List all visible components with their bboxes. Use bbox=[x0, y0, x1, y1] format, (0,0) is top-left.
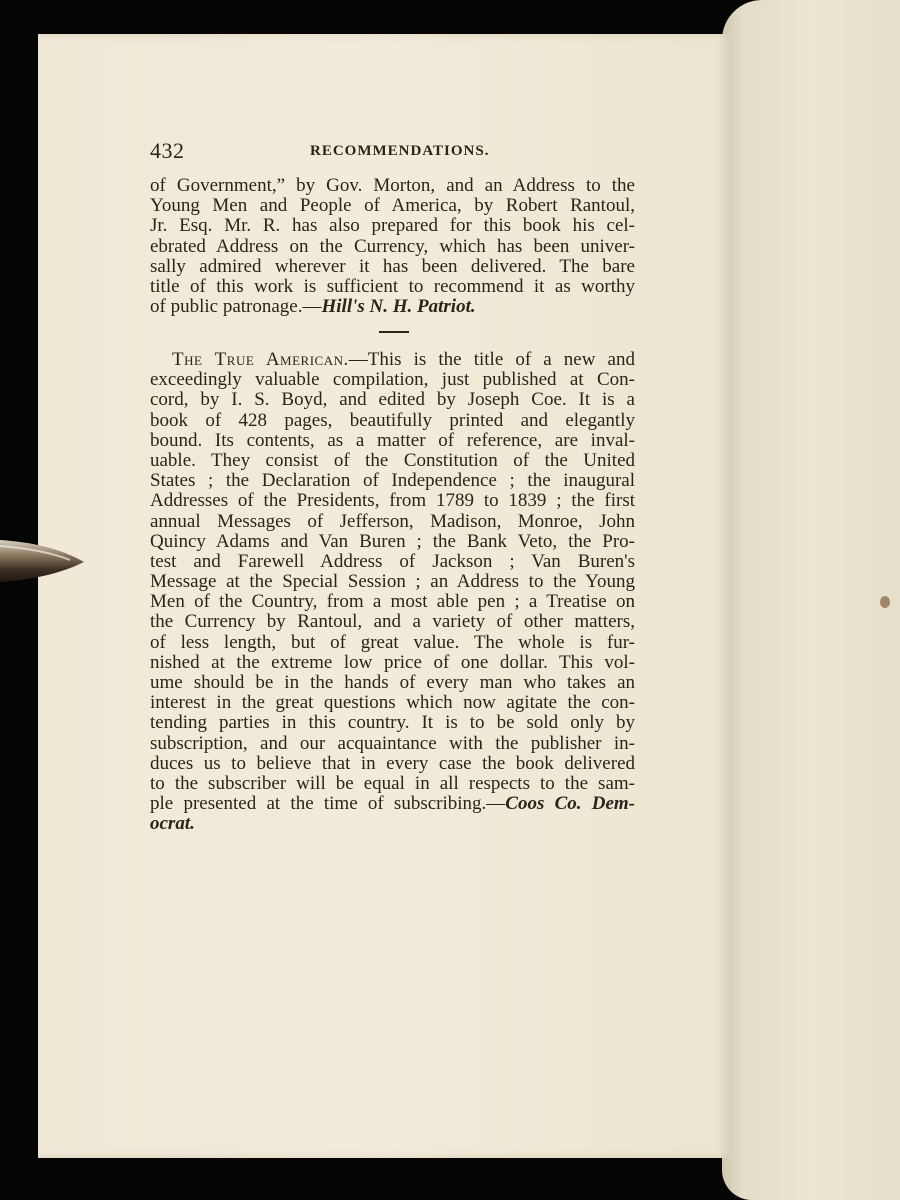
source-citation: ocrat. bbox=[150, 813, 195, 835]
text-line: ebrated Address on the Currency, which has been univer- bbox=[150, 235, 635, 257]
text-line: exceedingly valuable compilation, just published at Con- bbox=[150, 369, 635, 391]
source-citation: Coos Co. Dem- bbox=[505, 793, 636, 815]
text-line: Quincy Adams and Van Buren ; the Bank Veto, the Pro- bbox=[150, 530, 635, 552]
text-line: nished at the extreme low price of one dollar. This vol- bbox=[150, 651, 635, 673]
page-number: 432 bbox=[150, 138, 185, 163]
text-line: Message at the Special Session ; an Address to the Young bbox=[150, 571, 635, 593]
article-title: The True American. bbox=[172, 349, 349, 370]
text-line: title of this work is sufficient to recommend it as worthy bbox=[150, 275, 635, 297]
running-head: RECOMMENDATIONS. bbox=[310, 143, 490, 159]
source-citation: Hill's N. H. Patriot. bbox=[321, 296, 476, 318]
text-line: of less length, but of great value. The whole is fur- bbox=[150, 631, 635, 653]
text-line: States ; the Declaration of Independence ; the inaugural bbox=[150, 470, 635, 492]
text-fragment: of public patronage.— bbox=[150, 296, 322, 318]
text-line: annual Messages of Jefferson, Madison, Monroe, John bbox=[150, 510, 635, 532]
facing-page bbox=[722, 0, 900, 1200]
text-line: the Currency by Rantoul, and a variety of other matters, bbox=[150, 611, 635, 633]
text-line: ume should be in the hands of every man who takes an bbox=[150, 672, 635, 693]
text-fragment: —This is the title of a new and bbox=[348, 349, 635, 370]
page-header bbox=[150, 138, 640, 168]
text-line: cord, by I. S. Boyd, and edited by Joseph Coe. It is a bbox=[150, 389, 635, 411]
section-divider bbox=[379, 331, 409, 333]
text-line: Jr. Esq. Mr. R. has also prepared for this book his cel- bbox=[150, 215, 635, 237]
bookmark-tab bbox=[0, 536, 84, 584]
text-line: uable. They consist of the Constitution of the United bbox=[150, 449, 635, 471]
paragraph-2 bbox=[150, 350, 635, 835]
text-line: tending parties in this country. It is to be sold only by bbox=[150, 712, 635, 734]
text-line: subscription, and our acquaintance with the publisher in- bbox=[150, 732, 635, 754]
text-line: sally admired wherever it has been delivered. The bare bbox=[150, 255, 635, 277]
text-line: Men of the Country, from a most able pen ; a Treatise on bbox=[150, 591, 635, 613]
text-line: bound. Its contents, as a matter of reference, are inval- bbox=[150, 429, 635, 451]
text-line: book of 428 pages, beautifully printed and elegantly bbox=[150, 409, 635, 431]
text-line bbox=[150, 350, 635, 370]
text-line: Young Men and People of America, by Robert Rantoul, bbox=[150, 195, 635, 217]
text-line: interest in the great questions which now agitate the con- bbox=[150, 692, 635, 714]
foxing-spot bbox=[880, 596, 890, 608]
text-line: duces us to believe that in every case the book delivered bbox=[150, 752, 635, 774]
text-line: Addresses of the Presidents, from 1789 to 1839 ; the first bbox=[150, 490, 635, 512]
paragraph-1 bbox=[150, 176, 635, 317]
text-line: of Government,” by Gov. Morton, and an Address to the bbox=[150, 175, 635, 196]
text-line bbox=[150, 814, 635, 834]
text-line: test and Farewell Address of Jackson ; Van Buren's bbox=[150, 550, 635, 572]
text-fragment: ple presented at the time of subscribing.— bbox=[150, 793, 506, 815]
text-line bbox=[150, 794, 635, 814]
text-line bbox=[150, 297, 635, 317]
text-line: to the subscriber will be equal in all respects to the sam- bbox=[150, 772, 635, 794]
